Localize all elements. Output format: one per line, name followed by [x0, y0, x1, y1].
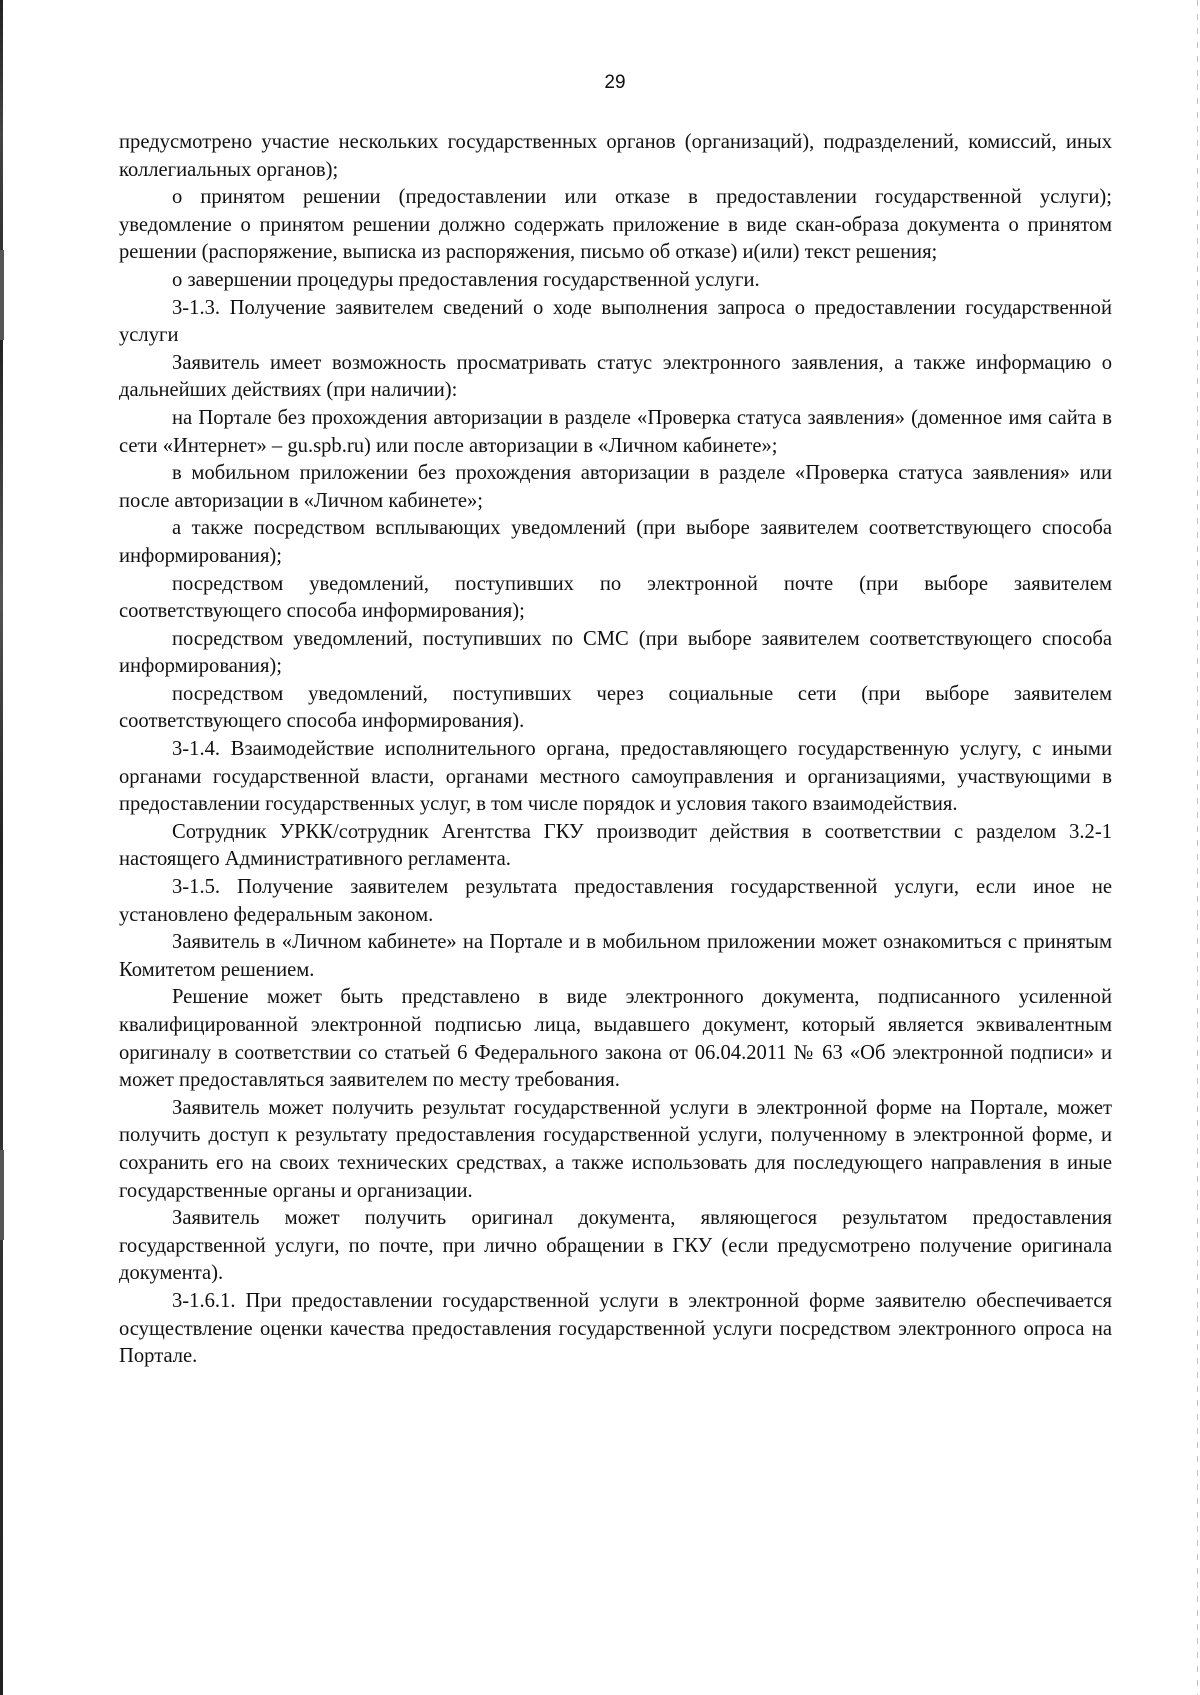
paragraph: а также посредством всплывающих уведомлений (при выборе заявителем соответствующего способа информирования); [119, 517, 1112, 567]
paragraph: 3-1.3. Получение заявителем сведений о ходе выполнения запроса о предоставлении государственной услуги [119, 296, 1112, 347]
paragraph: 3-1.6.1. При предоставлении государственной услуги в электронной форме заявителю обеспечивается осуществление оценки качества предоставления государственной услуги посредством электронного опроса на Портале. [119, 1289, 1112, 1368]
scan-edge-artifact [1197, 0, 1198, 1695]
paragraph: на Портале без прохождения авторизации в разделе «Проверка статуса заявления» (доменное имя сайта в сети «Интернет» – gu.spb.ru) или после авторизации в «Личном кабинете»; [119, 406, 1112, 457]
paragraph: о завершении процедуры предоставления государственной услуги. [172, 268, 760, 291]
scan-edge-artifact [0, 250, 4, 340]
paragraph: в мобильном приложении без прохождения авторизации в разделе «Проверка статуса заявления» или после авторизации в «Личном кабинете»; [119, 462, 1112, 512]
paragraph: Сотрудник УРКК/сотрудник Агентства ГКУ производит действия в соответствии с разделом 3.2-1 настоящего Административного регламента. [119, 820, 1112, 871]
document-body [119, 129, 1112, 1371]
paragraph: посредством уведомлений, поступивших по СМС (при выборе заявителем соответствующего способа информирования); [119, 627, 1112, 678]
paragraph: предусмотрено участие нескольких государственных органов (организаций), подразделений, комиссий, иных коллегиальных органов); [119, 131, 1112, 181]
page-number: 29 [604, 72, 626, 93]
scan-edge-artifact [0, 1150, 4, 1240]
paragraph: 3-1.5. Получение заявителем результата предоставления государственной услуги, если иное не установлено федеральным законом. [119, 876, 1112, 926]
paragraph: Заявитель может получить результат государственной услуги в электронной форме на Портале, может получить доступ к результату предоставления государственной услуги, полученному в электронной форме, и сохранить его на своих технических средствах, а также использовать для последующего направления в иные государственные органы и организации. [119, 1096, 1112, 1202]
paragraph: посредством уведомлений, поступивших по электронной почте (при выборе заявителем соответствующего способа информирования); [119, 572, 1112, 623]
paragraph: Заявитель имеет возможность просматривать статус электронного заявления, а также информацию о дальнейших действиях (при наличии): [119, 351, 1112, 402]
paragraph: Заявитель в «Личном кабинете» на Портале и в мобильном приложении может ознакомиться с принятым Комитетом решением. [119, 931, 1112, 981]
paragraph: посредством уведомлений, поступивших через социальные сети (при выборе заявителем соответствующего способа информирования). [119, 682, 1112, 733]
paragraph: Решение может быть представлено в виде электронного документа, подписанного усиленной квалифицированной электронной подписью лица, выдавшего документ, который является эквивалентным оригиналу в соответствии со статьей 6 Федерального закона от 06.04.2011 № 63 «Об электронной подписи» и может предоставляться заявителем по месту требования. [119, 986, 1112, 1092]
paragraph: Заявитель может получить оригинал документа, являющегося результатом предоставления государственной услуги, по почте, при лично обращении в ГКУ (если предусмотрено получение оригинала документа). [119, 1207, 1112, 1285]
paragraph: 3-1.4. Взаимодействие исполнительного органа, предоставляющего государственную услугу, с иными органами государственной власти, органами местного самоуправления и организациями, участвующими в предоставлении государственных услуг, в том числе порядок и условия такого взаимодействия. [119, 738, 1112, 816]
paragraph: о принятом решении (предоставлении или отказе в предоставлении государственной услуги); уведомление о принятом решении должно содержать приложение в виде скан-образа документа о принятом решении (распоряжение, выписка из распоряжения, письмо об отказе) и(или) текст решения; [119, 186, 1112, 264]
